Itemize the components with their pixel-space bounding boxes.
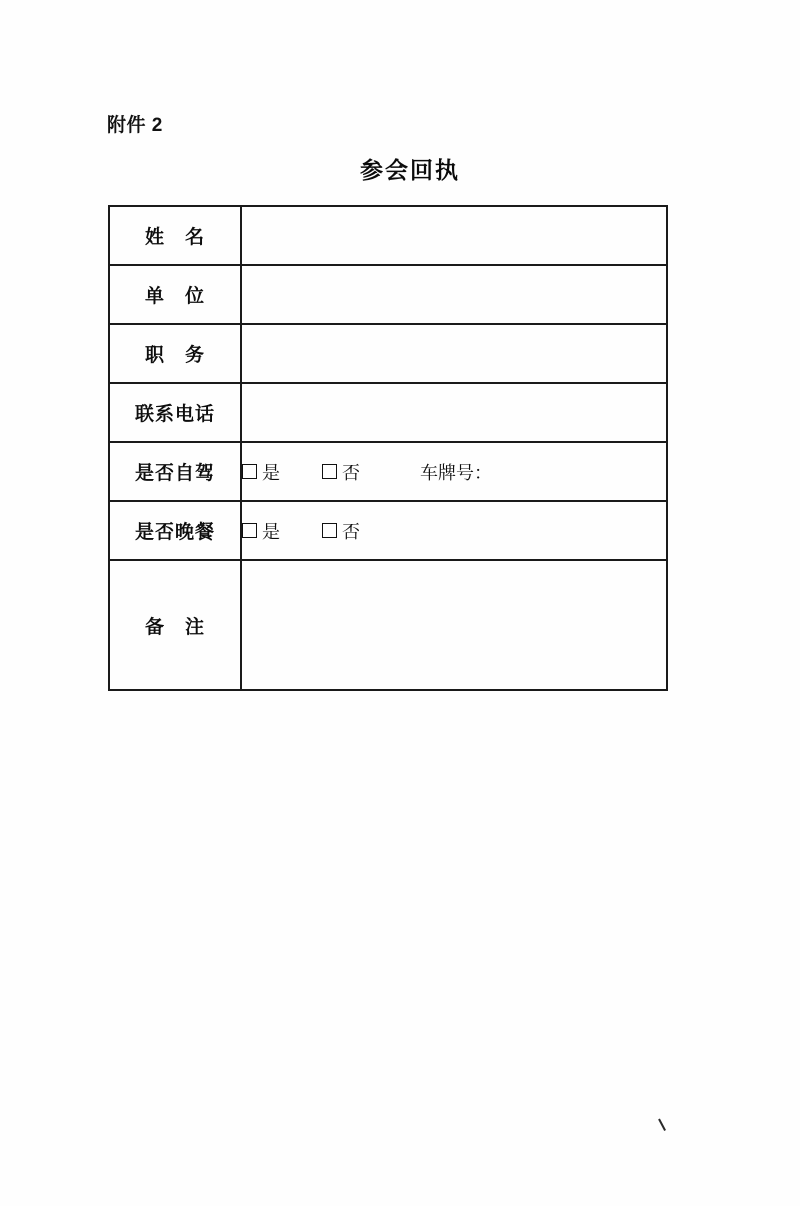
row-label-unit: 单 位 — [109, 265, 241, 324]
plate-number-label: 车牌号： — [420, 462, 492, 483]
self-drive-option-yes[interactable] — [242, 459, 280, 485]
option-label: 是 — [262, 521, 280, 542]
checkbox-icon[interactable] — [322, 523, 337, 538]
row-label-dinner: 是否晚餐 — [109, 501, 241, 560]
table-row — [109, 383, 667, 442]
row-value-dinner — [241, 501, 667, 560]
row-value-self-drive — [241, 442, 667, 501]
row-value-unit[interactable] — [241, 265, 667, 324]
option-label: 否 — [342, 521, 360, 542]
option-label: 是 — [262, 462, 280, 483]
dinner-option-no[interactable] — [322, 518, 360, 544]
table-row — [109, 206, 667, 265]
row-label-phone: 联系电话 — [109, 383, 241, 442]
row-value-phone[interactable] — [241, 383, 667, 442]
option-label: 否 — [342, 462, 360, 483]
row-label-position: 职 务 — [109, 324, 241, 383]
self-drive-option-no[interactable] — [322, 459, 360, 485]
table-row — [109, 324, 667, 383]
row-value-name[interactable] — [241, 206, 667, 265]
row-label-name: 姓 名 — [109, 206, 241, 265]
participation-receipt-table — [108, 205, 668, 691]
table-row — [109, 442, 667, 501]
page-title: 参会回执 — [360, 157, 460, 183]
table-row — [109, 501, 667, 560]
table-row — [109, 265, 667, 324]
checkbox-icon[interactable] — [242, 464, 257, 479]
table-row — [109, 560, 667, 690]
scan-artifact-mark — [657, 1118, 675, 1136]
dinner-option-yes[interactable] — [242, 518, 280, 544]
dinner-options — [242, 518, 666, 544]
checkbox-icon[interactable] — [322, 464, 337, 479]
row-value-position[interactable] — [241, 324, 667, 383]
row-value-remark[interactable] — [241, 560, 667, 690]
attachment-label: 附件 2 — [107, 115, 163, 136]
self-drive-options — [242, 459, 666, 485]
row-label-remark: 备 注 — [109, 560, 241, 690]
checkbox-icon[interactable] — [242, 523, 257, 538]
row-label-self-drive: 是否自驾 — [109, 442, 241, 501]
